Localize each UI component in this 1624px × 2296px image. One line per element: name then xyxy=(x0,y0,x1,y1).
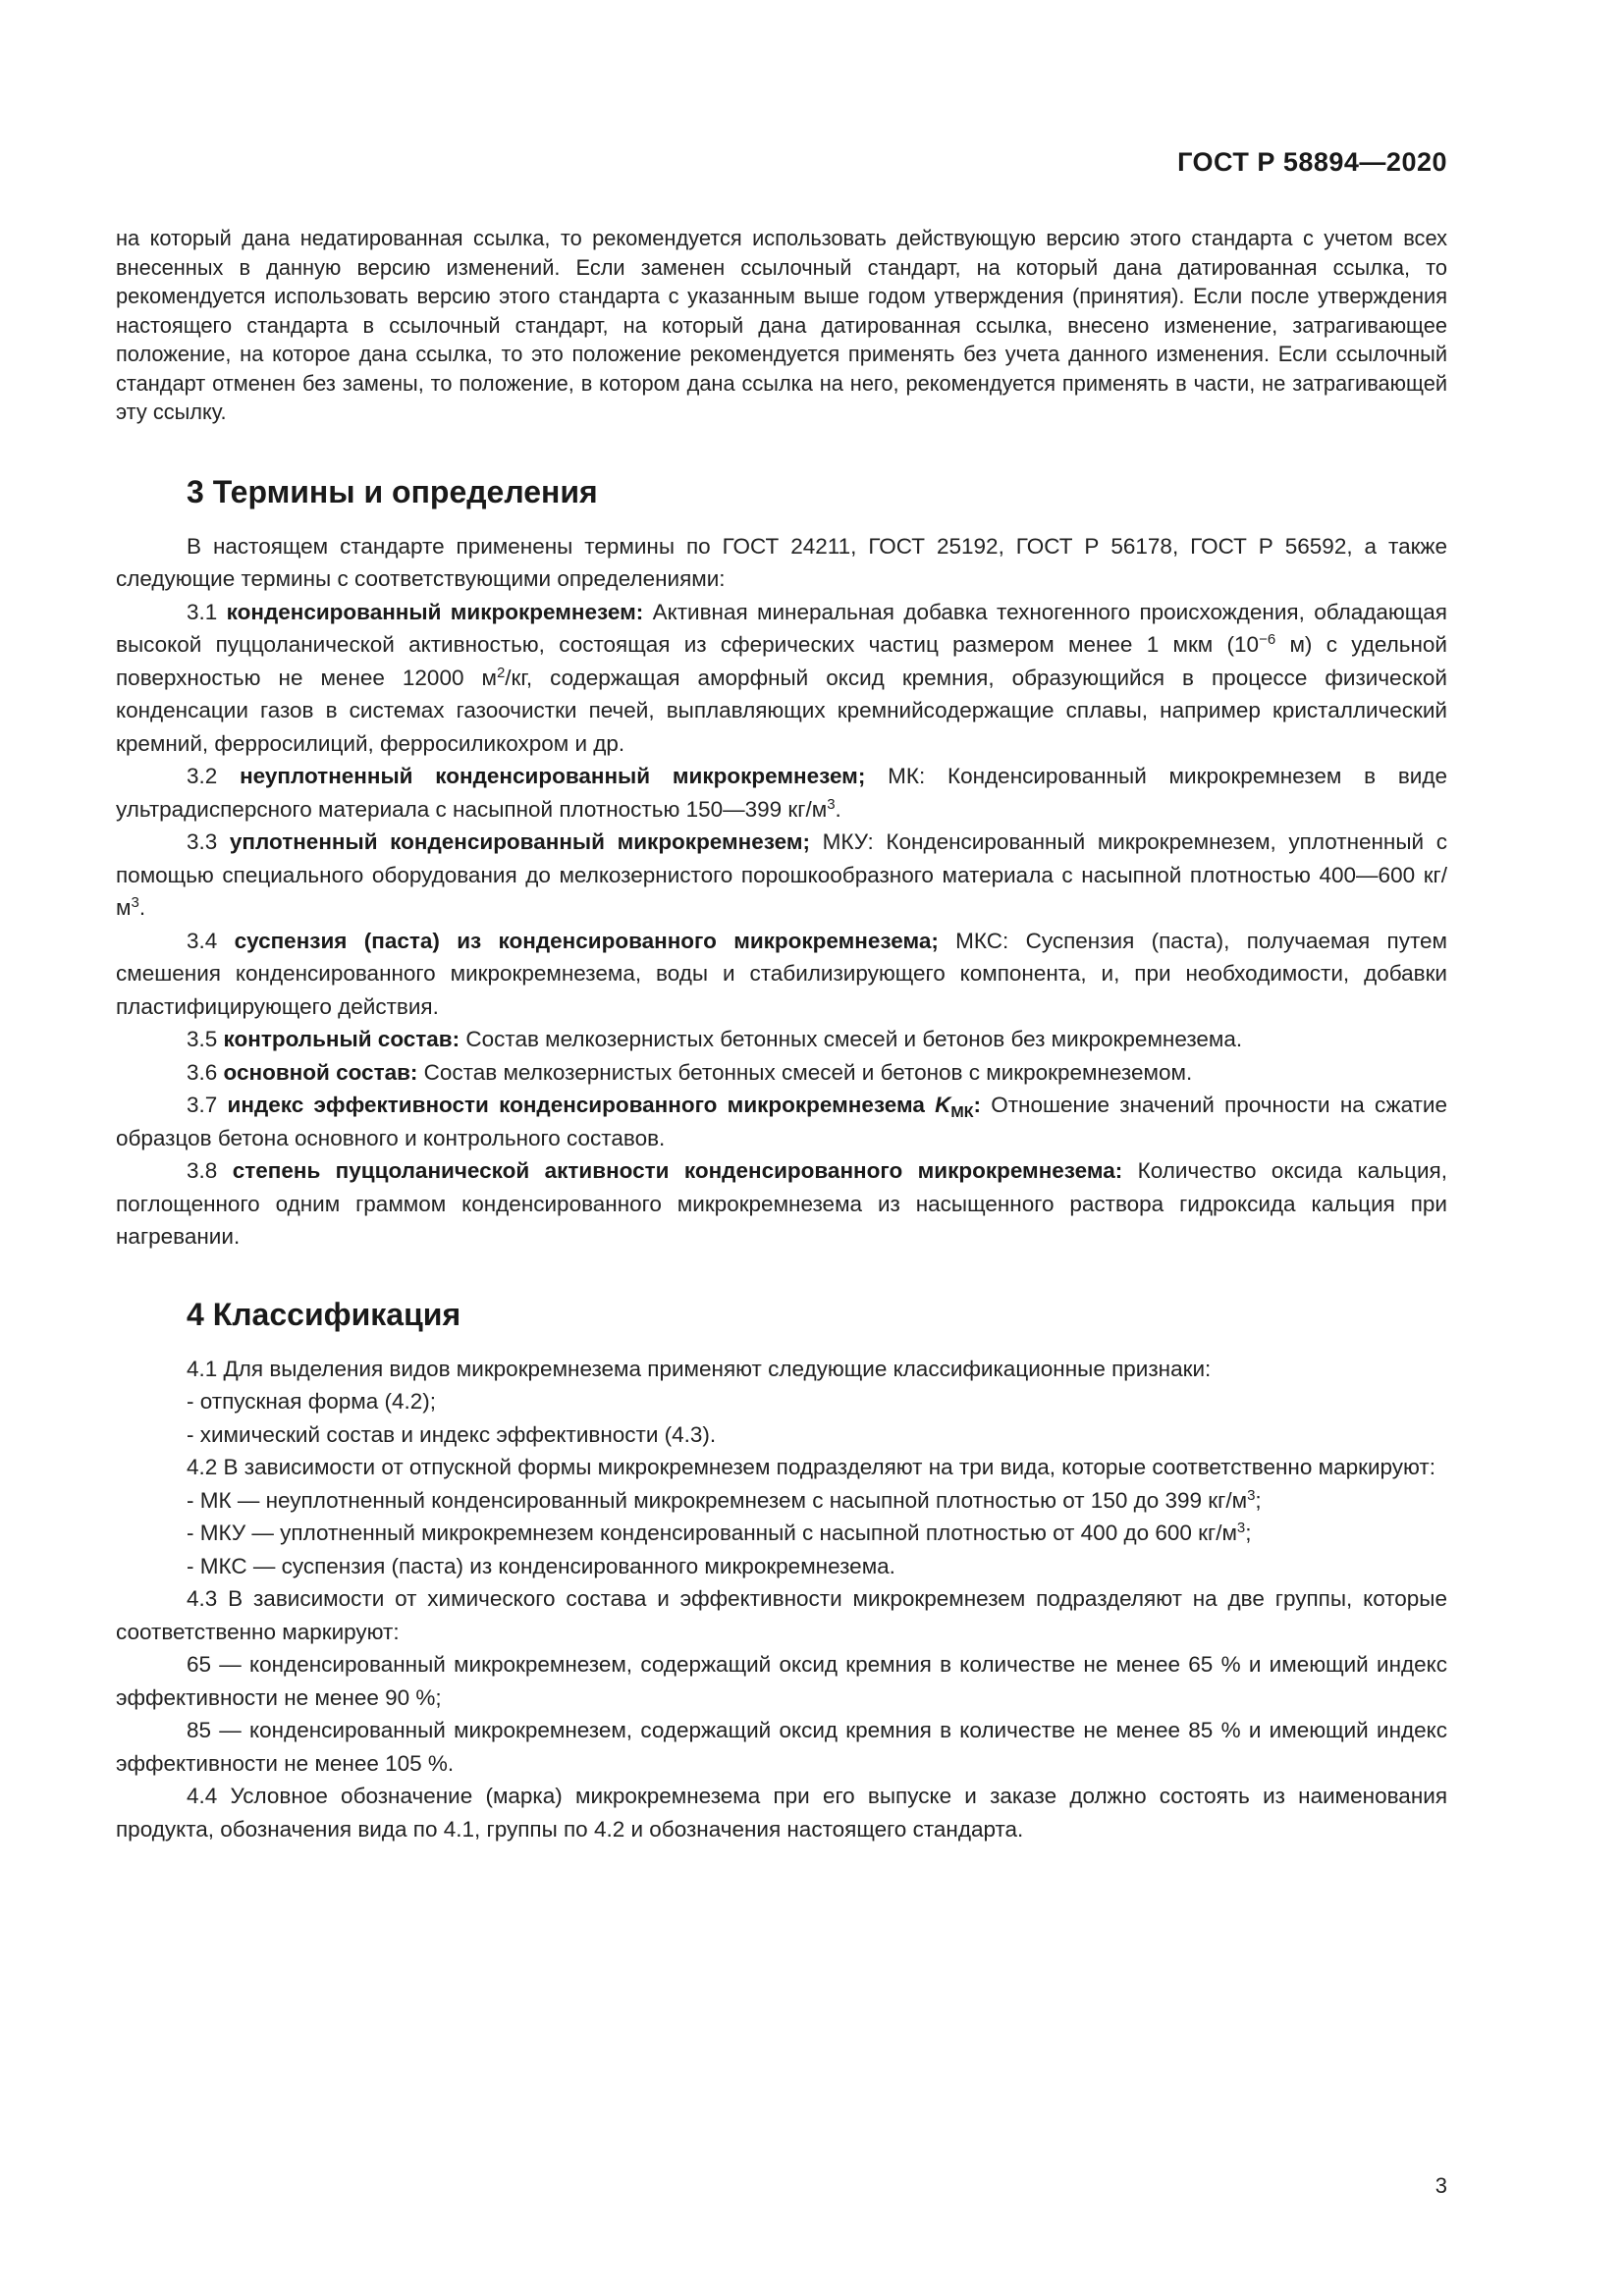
list-item-mk xyxy=(116,1484,1447,1518)
clause-4-3: 4.3 В зависимости от химического состава и эффективности микрокремнезем подразделяют на две группы, которые соответственно маркируют: xyxy=(116,1586,1447,1644)
term-name: суспензия (паста) из конденсированного микрокремнезема; xyxy=(234,928,939,953)
term-definition: МКУ: Конденсированный микрокремнезем, уплотненный с помощью специального оборудования до мелкозернистого порошкообразного материала с насыпной плотностью 400—600 кг/м xyxy=(116,829,1447,920)
list-item-mku xyxy=(116,1517,1447,1550)
term-number: 3.8 xyxy=(187,1158,218,1183)
list-item-text: ; xyxy=(1245,1521,1252,1545)
term-name: основной состав: xyxy=(223,1059,418,1085)
clause-4-1: 4.1 Для выделения видов микрокремнезема применяют следующие классификационные признаки: xyxy=(187,1356,1212,1381)
exponent: −6 xyxy=(1259,631,1276,648)
term-number: 3.1 xyxy=(187,599,218,624)
term-symbol: K xyxy=(935,1093,951,1117)
term-definition: Активная минеральная добавка техногенного происхождения, обладающая высокой пуццоланической активностью, состоящая из сферических частиц размером менее 1 мкм (10 xyxy=(116,599,1447,657)
clause-4-2: 4.2 В зависимости от отпускной формы микрокремнезем подразделяют на три вида, которые соответственно маркируют: xyxy=(187,1455,1435,1479)
term-definition: Отношение значений прочности на сжатие образцов бетона основного и контрольного составов. xyxy=(116,1093,1447,1150)
exponent: 3 xyxy=(131,894,139,911)
term-number: 3.7 xyxy=(187,1093,218,1117)
term-definition: Состав мелкозернистых бетонных смесей и бетонов без микрокремнезема. xyxy=(460,1027,1243,1051)
term-3-2 xyxy=(116,760,1447,826)
term-definition: Состав мелкозернистых бетонных смесей и бетонов с микрокремнеземом. xyxy=(417,1059,1193,1085)
document-body xyxy=(116,224,1447,1845)
section-3-lead: В настоящем стандарте применены термины по ГОСТ 24211, ГОСТ 25192, ГОСТ Р 56178, ГОСТ Р 56592, а также следующие термины с соответствующими определениями: xyxy=(116,533,1447,591)
list-item-mks: - МКС — суспензия (паста) из конденсированного микрокремнезема. xyxy=(187,1553,895,1578)
term-definition: МКС: Суспензия (паста), получаемая путем смешения конденсированного микрокремнезема, воды и стабилизирующего компонента, и, при необходимости, добавки пластифицирующего действия. xyxy=(116,928,1447,1019)
page-number: 3 xyxy=(1435,2173,1447,2198)
section-3-title: 3 Термины и определения xyxy=(187,473,598,509)
term-3-7 xyxy=(116,1089,1447,1154)
exponent: 2 xyxy=(496,664,506,681)
term-number: 3.2 xyxy=(187,764,218,788)
term-3-5 xyxy=(116,1023,1447,1056)
exponent: 3 xyxy=(827,795,836,813)
exponent: 3 xyxy=(1236,1520,1246,1536)
intro-paragraph: на который дана недатированная ссылка, то рекомендуется использовать действующую версию этого стандарта с учетом всех внесенных в данную версию изменений. Если заменен ссылочный стандарт, на который дана датированная ссылка, то рекомендуется использовать версию этого стандарта с указанным выше годом утверждения (принятия). Если после утверждения настоящего стандарта в ссылочный стандарт, на который дана датированная ссылка, внесено изменение, затрагивающее положение, на которое дана ссылка, то это положение рекомендуется применять без учета данного изменения. Если ссылочный стандарт отменен без замены, то положение, в котором дана ссылка на него, рекомендуется применять в части, не затрагивающей эту ссылку. xyxy=(116,226,1447,424)
term-definition: . xyxy=(138,895,146,920)
term-name: индекс эффективности конденсированного микрокремнезема xyxy=(227,1093,925,1117)
group-85: 85 — конденсированный микрокремнезем, содержащий оксид кремния в количестве не менее 85 % и имеющий индекс эффективности не менее 105 %. xyxy=(116,1718,1447,1776)
term-symbol-subscript: МК xyxy=(950,1104,974,1121)
term-definition: . xyxy=(835,796,841,822)
term-number: 3.3 xyxy=(187,829,218,854)
list-item-text: ; xyxy=(1255,1487,1262,1513)
clause-4-4: 4.4 Условное обозначение (марка) микрокремнезема при его выпуске и заказе должно состоять из наименования продукта, обозначения вида по 4.1, группы по 4.2 и обозначения настоящего стандарта. xyxy=(116,1784,1447,1842)
list-item-text: - МК — неуплотненный конденсированный микрокремнезем с насыпной плотностью от 150 до 399 кг/м xyxy=(187,1487,1248,1513)
term-number: 3.5 xyxy=(187,1027,218,1051)
list-item-text: - МКУ — уплотненный микрокремнезем конденсированный с насыпной плотностью от 400 до 600 кг/м xyxy=(187,1521,1237,1545)
term-definition: МК: Конденсированный микрокремнезем в виде ультрадисперсного материала с насыпной плотностью 150—399 кг/м xyxy=(116,764,1447,822)
group-65: 65 — конденсированный микрокремнезем, содержащий оксид кремния в количестве не менее 65 % и имеющий индекс эффективности не менее 90 %; xyxy=(116,1652,1447,1710)
term-3-3 xyxy=(116,826,1447,925)
term-name: уплотненный конденсированный микрокремнезем; xyxy=(229,829,811,854)
term-number: 3.6 xyxy=(187,1059,218,1085)
term-name: неуплотненный конденсированный микрокремнезем; xyxy=(240,764,866,788)
term-number: 3.4 xyxy=(187,928,218,953)
term-name: контрольный состав: xyxy=(223,1027,460,1051)
term-3-1 xyxy=(116,596,1447,761)
term-definition: Количество оксида кальция, поглощенного одним граммом конденсированного микрокремнезема из насыщенного раствора гидроксида кальция при нагревании. xyxy=(116,1158,1447,1249)
term-name: конденсированный микрокремнезем: xyxy=(226,599,644,624)
exponent: 3 xyxy=(1247,1486,1256,1504)
term-3-6 xyxy=(116,1056,1447,1090)
term-colon: : xyxy=(973,1093,981,1117)
term-3-8 xyxy=(116,1154,1447,1254)
list-item: - химический состав и индекс эффективности (4.3). xyxy=(187,1421,717,1447)
document-header: ГОСТ Р 58894—2020 xyxy=(1177,147,1447,177)
term-3-4 xyxy=(116,925,1447,1024)
term-definition: м) с удельной поверхностью не менее 12000 м xyxy=(116,632,1447,690)
list-item: - отпускная форма (4.2); xyxy=(187,1389,437,1414)
term-definition: /кг, содержащая аморфный оксид кремния, образующийся в процессе физической конденсации газов в системах газоочистки печей, выплавляющих кремнийсодержащие сплавы, например кристаллический кремний, ферросилиций, ферросиликохром и др. xyxy=(116,665,1447,756)
term-name: степень пуццоланической активности конденсированного микрокремнезема: xyxy=(232,1158,1123,1183)
section-4-title: 4 Классификация xyxy=(187,1296,461,1332)
